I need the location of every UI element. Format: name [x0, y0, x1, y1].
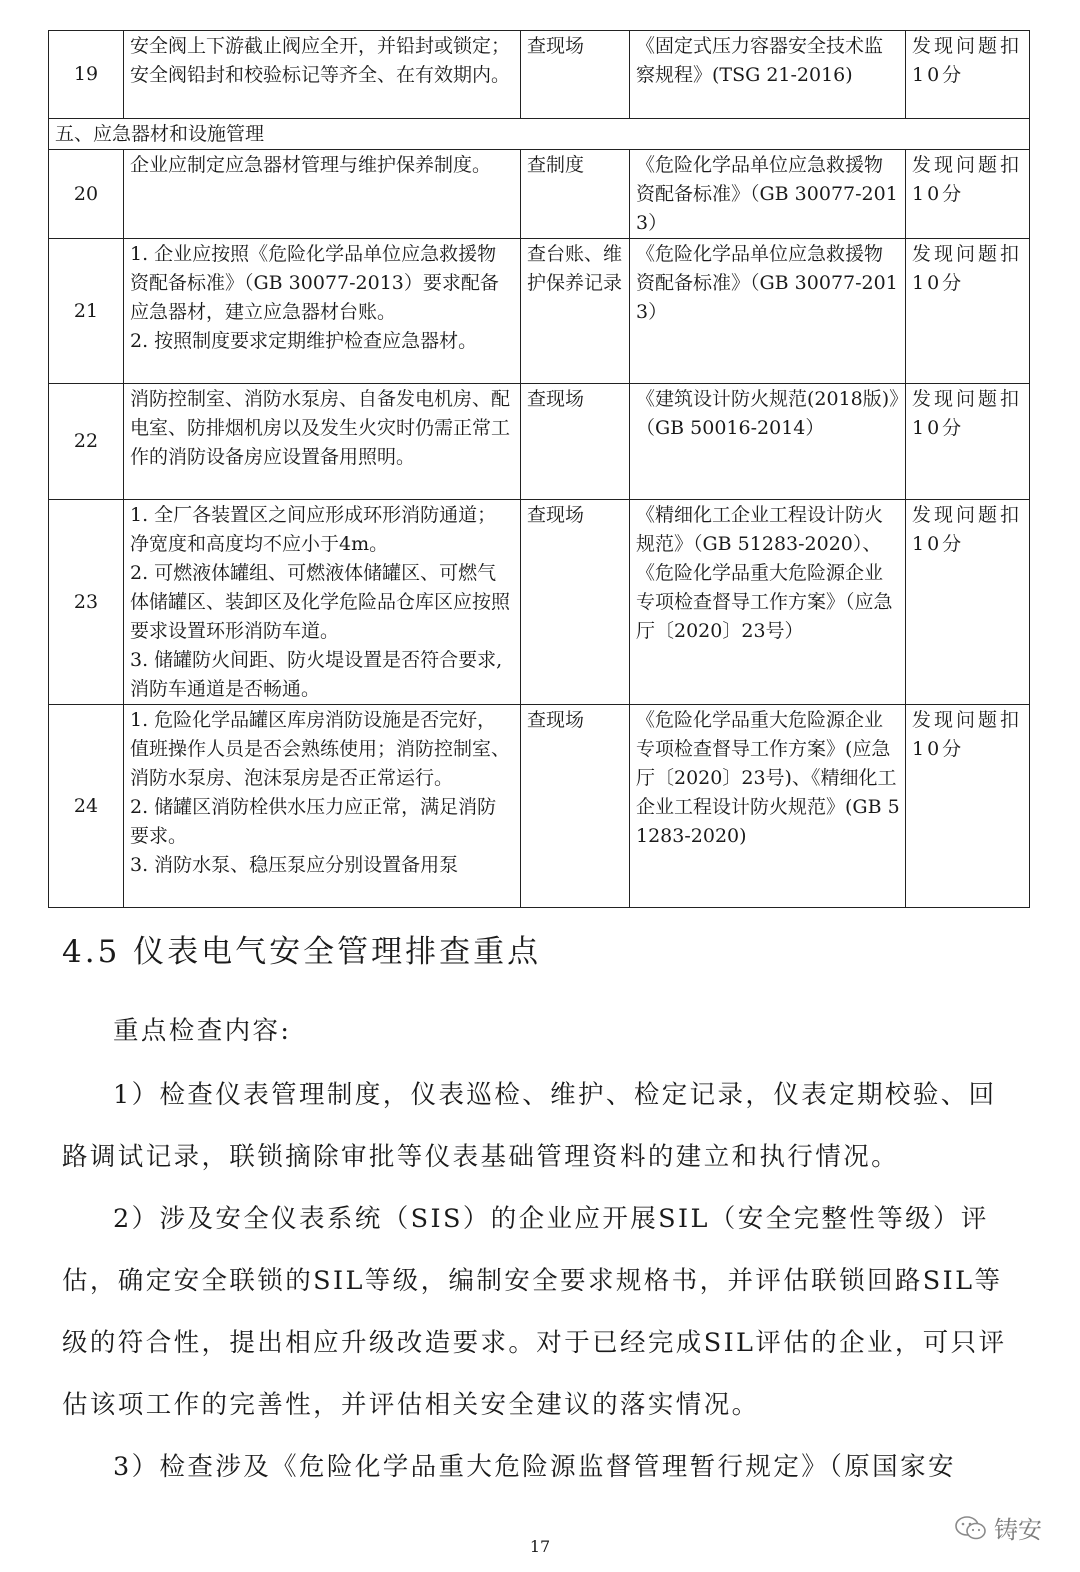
table-row: [49, 500, 1030, 705]
inspection-paragraphs: [62, 1064, 1018, 1498]
deduction-rule: 发现问题扣10分: [906, 384, 1030, 500]
table-row: [49, 384, 1030, 500]
content-line: 企业应制定应急器材管理与维护保养制度。: [130, 154, 492, 176]
inspection-content: [124, 31, 521, 119]
paragraph-2: 2）涉及安全仪表系统（SIS）的企业应开展SIL（安全完整性等级）评估，确定安全联锁的SIL等级，编制安全要求规格书，并评估联锁回路SIL等级的符合性，提出相应升级改造要求。对于已经完成SIL评估的企业，可只评估该项工作的完善性，并评估相关安全建议的落实情况。: [62, 1204, 1007, 1420]
content-line: 2. 储罐区消防栓供水压力应正常，满足消防要求。: [130, 796, 497, 847]
inspection-method: 查现场: [521, 705, 630, 908]
content-line: 1. 危险化学品罐区库房消防设施是否完好，值班操作人员是否会熟练使用；消防控制室、消防水泵房、泡沫泵房是否正常运行。: [130, 709, 511, 789]
item-number: 19: [49, 31, 124, 119]
item-number: 24: [49, 705, 124, 908]
table-row: [49, 705, 1030, 908]
item-number: 22: [49, 384, 124, 500]
item-number: 21: [49, 239, 124, 384]
watermark: [954, 1510, 1042, 1545]
content-line: 2. 按照制度要求定期维护检查应急器材。: [130, 330, 478, 352]
content-line: 3. 储罐防火间距、防火堤设置是否符合要求,消防车通道是否畅通。: [130, 649, 503, 700]
content-line: 2. 可燃液体罐组、可燃液体储罐区、可燃气体储罐区、装卸区及化学危险品仓库区应按照要求设置环形消防车道。: [130, 562, 511, 642]
inspection-content: [124, 150, 521, 239]
inspection-basis: 《固定式压力容器安全技术监察规程》(TSG 21-2016): [630, 31, 906, 119]
intro-line: [62, 1000, 1018, 1062]
paragraph-3: 3）检查涉及《危险化学品重大危险源监督管理暂行规定》（原国家安: [113, 1452, 956, 1482]
inspection-method: 查台账、维护保养记录: [521, 239, 630, 384]
table-row: [49, 239, 1030, 384]
section-title: 五、应急器材和设施管理: [49, 119, 1030, 150]
content-line: 1. 全厂各装置区之间应形成环形消防通道；净宽度和高度均不应小于4m。: [130, 504, 497, 555]
content-line: 安全阀上下游截止阀应全开，并铅封或锁定；安全阀铅封和校验标记等齐全、在有效期内。: [130, 35, 511, 86]
paragraph-1: 1）检查仪表管理制度，仪表巡检、维护、检定记录，仪表定期校验、回路调试记录，联锁摘除审批等仪表基础管理资料的建立和执行情况。: [62, 1080, 997, 1172]
inspection-method: 查现场: [521, 384, 630, 500]
inspection-basis: 《危险化学品单位应急救援物资配备标准》（GB 30077-2013）: [630, 150, 906, 239]
content-line: 1. 企业应按照《危险化学品单位应急救援物资配备标准》（GB 30077-2013）要求配备应急器材，建立应急器材台账。: [130, 243, 499, 323]
deduction-rule: 发现问题扣10分: [906, 31, 1030, 119]
deduction-rule: 发现问题扣10分: [906, 239, 1030, 384]
inspection-content: [124, 384, 521, 500]
inspection-content: [124, 705, 521, 908]
page-number: 17: [529, 1537, 551, 1556]
inspection-basis: 《危险化学品重大危险源企业专项检查督导工作方案》(应急厅〔2020〕23号)、《精细化工企业工程设计防火规范》(GB 51283-2020): [630, 705, 906, 908]
inspection-basis: 《精细化工企业工程设计防火规范》（GB 51283-2020）、《危险化学品重大危险源企业专项检查督导工作方案》（应急厅〔2020〕23号）: [630, 500, 906, 705]
inspection-method: 查现场: [521, 31, 630, 119]
content-line: 消防控制室、消防水泵房、自备发电机房、配电室、防排烟机房以及发生火灾时仍需正常工作的消防设备房应设置备用照明。: [130, 388, 511, 468]
table-row: [49, 150, 1030, 239]
inspection-table: [48, 30, 1030, 908]
content-line: 3. 消防水泵、稳压泵应分别设置备用泵: [130, 854, 459, 876]
inspection-basis: 《建筑设计防火规范(2018版)》（GB 50016-2014）: [630, 384, 906, 500]
deduction-rule: 发现问题扣10分: [906, 705, 1030, 908]
inspection-table-body: [49, 31, 1030, 908]
intro-text: 重点检查内容:: [113, 1016, 292, 1046]
item-number: 20: [49, 150, 124, 239]
inspection-basis: 《危险化学品单位应急救援物资配备标准》（GB 30077-2013）: [630, 239, 906, 384]
item-number: 23: [49, 500, 124, 705]
section-row: [49, 119, 1030, 150]
watermark-text: 铸安: [994, 1516, 1042, 1544]
inspection-content: [124, 239, 521, 384]
deduction-rule: 发现问题扣10分: [906, 500, 1030, 705]
wechat-icon: [954, 1515, 988, 1541]
deduction-rule: 发现问题扣10分: [906, 150, 1030, 239]
section-heading: 4.5 仪表电气安全管理排查重点: [62, 934, 542, 970]
inspection-method: 查现场: [521, 500, 630, 705]
inspection-content: [124, 500, 521, 705]
inspection-method: 查制度: [521, 150, 630, 239]
table-row: [49, 31, 1030, 119]
